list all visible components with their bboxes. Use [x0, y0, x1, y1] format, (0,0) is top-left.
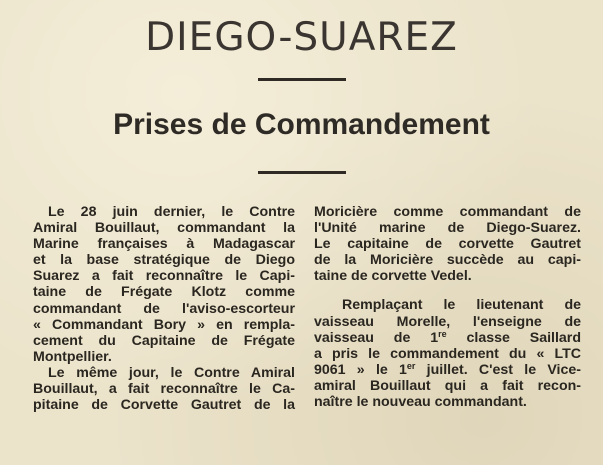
- text-line: l'Unité marine de Diego-Suarez.: [314, 220, 581, 237]
- text-fragment: vaisseau de 1: [314, 329, 439, 346]
- text-line: amiral Bouillaut qui a fait recon-: [314, 377, 581, 394]
- text-line: taine de Frégate Klotz comme: [33, 284, 295, 301]
- superscript: re: [438, 328, 447, 339]
- text-line: a pris le commandement du « LTC: [314, 345, 581, 362]
- text-fragment: juillet. C'est le Vice-: [415, 361, 581, 378]
- text-line: de la Moricière succède au capi-: [314, 252, 581, 269]
- text-line: Marine françaises à Madagascar: [33, 236, 295, 253]
- text-line: vaisseau Morelle, l'enseigne de: [314, 313, 581, 330]
- text-line: Le même jour, le Contre Amiral: [48, 364, 295, 381]
- text-line: Bouillaut, a fait reconnaître le Ca-: [33, 381, 295, 398]
- text-line: et la base stratégique de Diego: [33, 252, 295, 269]
- text-fragment: 9061 » le 1: [314, 361, 407, 378]
- text-line: Suarez a fait reconnaître le Capi-: [33, 268, 295, 285]
- text-line: pitaine de Corvette Gautret de la: [33, 397, 295, 414]
- text-line: Moricière comme commandant de: [314, 204, 581, 220]
- right-column: [314, 204, 581, 410]
- text-fragment: classe Saillard: [446, 329, 581, 346]
- text-line: cement du Capitaine de Frégate: [33, 332, 295, 349]
- text-line: Le 28 juin dernier, le Contre: [48, 204, 295, 220]
- text-line: Montpellier.: [33, 348, 112, 365]
- title-divider: [258, 78, 346, 81]
- paragraph-gap: [314, 284, 581, 297]
- text-line: Remplaçant le lieutenant de: [342, 297, 581, 314]
- text-line: Amiral Bouillaut, commandant la: [33, 220, 295, 237]
- article-heading: Prises de Commandement: [113, 108, 490, 141]
- text-line: [314, 330, 581, 346]
- left-column: [33, 204, 295, 413]
- text-line: naître le nouveau commandant.: [314, 394, 527, 411]
- superscript: er: [406, 360, 416, 371]
- text-line: [314, 362, 581, 378]
- text-line: taine de corvette Vedel.: [314, 268, 472, 285]
- heading-divider: [258, 171, 346, 174]
- text-line: « Commandant Bory » en rempla-: [33, 316, 295, 333]
- text-line: commandant de l'aviso-escorteur: [33, 300, 295, 317]
- page-title: DIEGO-SUAREZ: [145, 15, 458, 60]
- text-line: Le capitaine de corvette Gautret: [314, 236, 581, 253]
